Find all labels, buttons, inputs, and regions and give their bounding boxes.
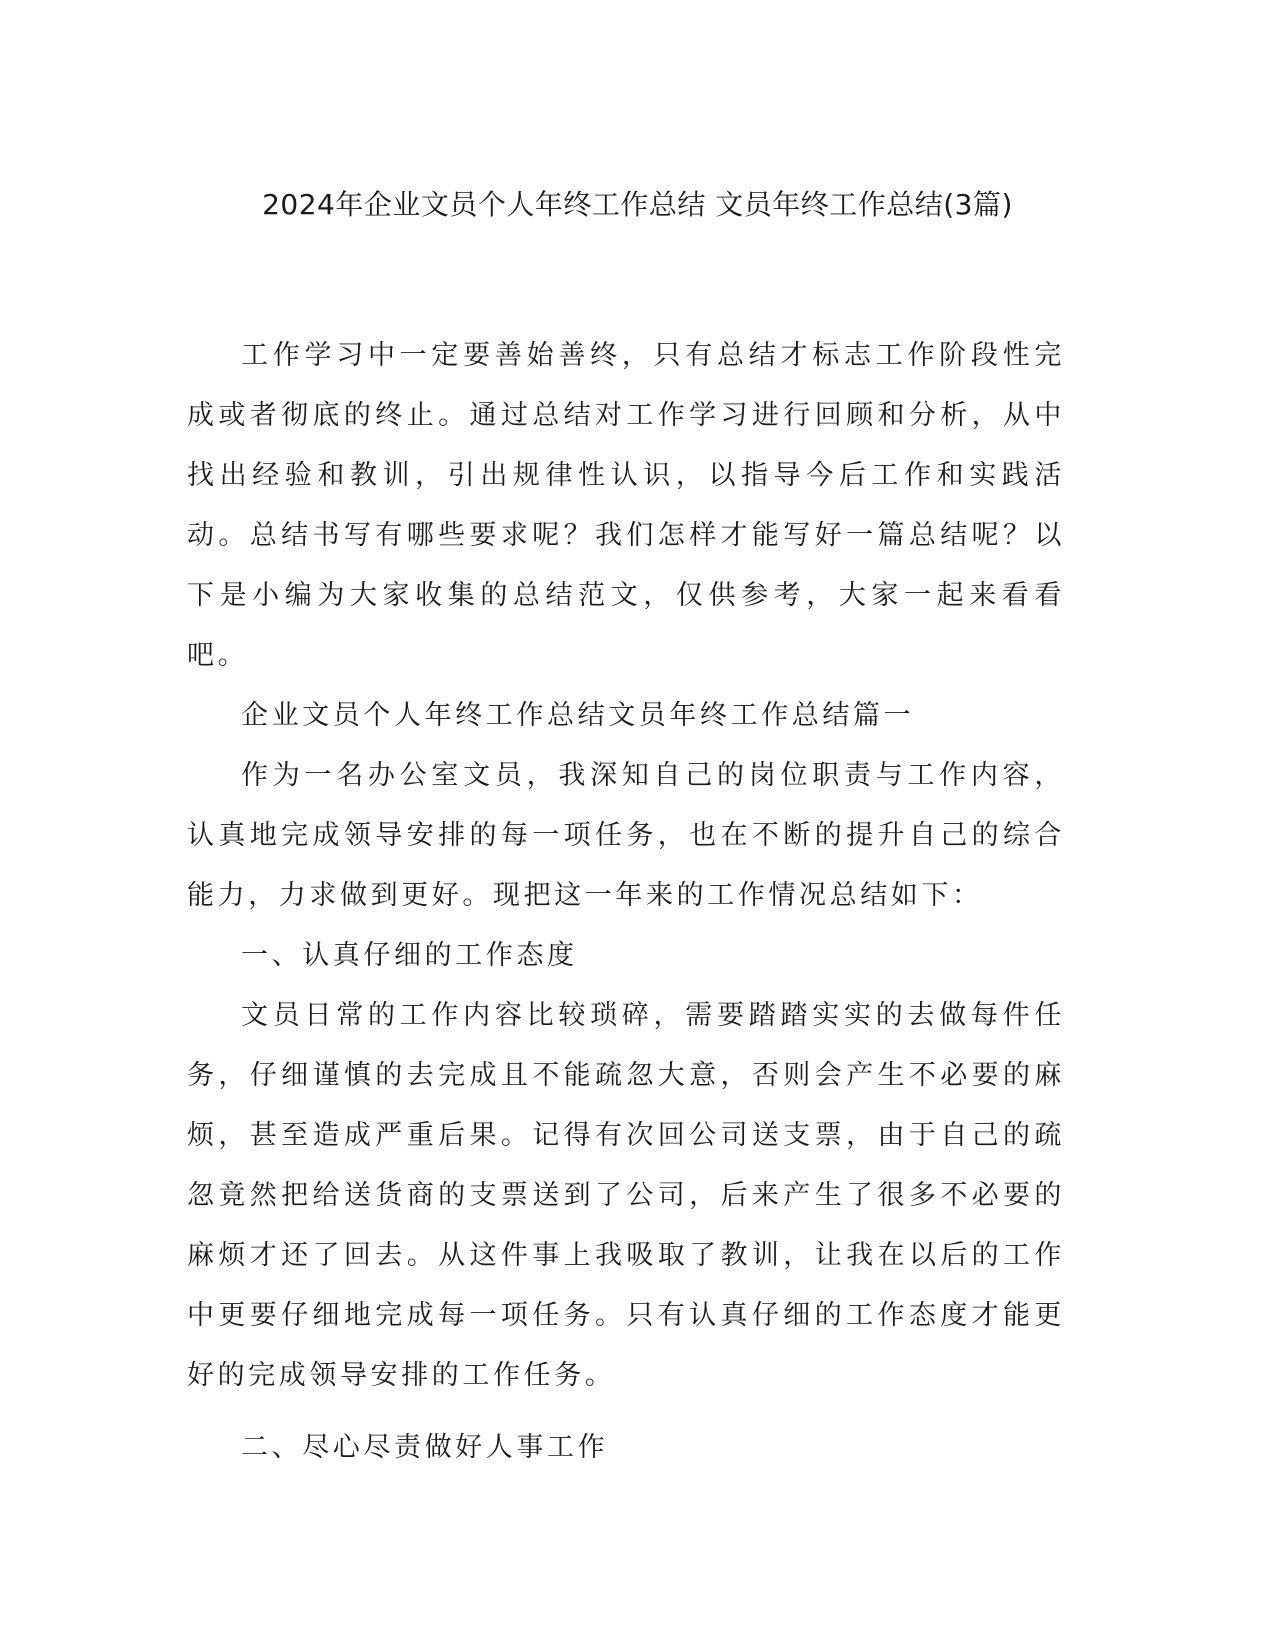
body-paragraph: 文员日常的工作内容比较琐碎，需要踏踏实实的去做每件任务，仔细谨慎的去完成且不能疏忽大意，否则会产生不必要的麻烦，甚至造成严重后果。记得有次回公司送支票，由于自己的疏忽竟然把给送货商的支票送到了公司，后来产生了很多不必要的麻烦才还了回去。从这件事上我吸取了教训，让我在以后的工作中更要仔细地完成每一项任务。只有认真仔细的工作态度才能更好的完成领导安排的工作任务。: [187, 1000, 1065, 1391]
section-heading-part-one: 企业文员个人年终工作总结文员年终工作总结篇一: [241, 700, 915, 731]
document-title: 2024年企业文员个人年终工作总结 文员年终工作总结(3篇): [262, 188, 1013, 221]
body-paragraph: 作为一名办公室文员，我深知自己的岗位职责与工作内容，认真地完成领导安排的每一项任务，也在不断的提升自己的综合能力，力求做到更好。现把这一年来的工作情况总结如下：: [187, 760, 1065, 911]
document-body: [187, 326, 1065, 1478]
subheading-one: 一、认真仔细的工作态度: [241, 940, 578, 971]
intro-paragraph: 工作学习中一定要善始善终，只有总结才标志工作阶段性完成或者彻底的终止。通过总结对工作学习进行回顾和分析，从中找出经验和教训，引出规律性认识，以指导今后工作和实践活动。总结书写有哪些要求呢？我们怎样才能写好一篇总结呢？以下是小编为大家收集的总结范文，仅供参考，大家一起来看看吧。: [187, 340, 1065, 671]
subheading-two: 二、尽心尽责做好人事工作: [241, 1432, 609, 1463]
